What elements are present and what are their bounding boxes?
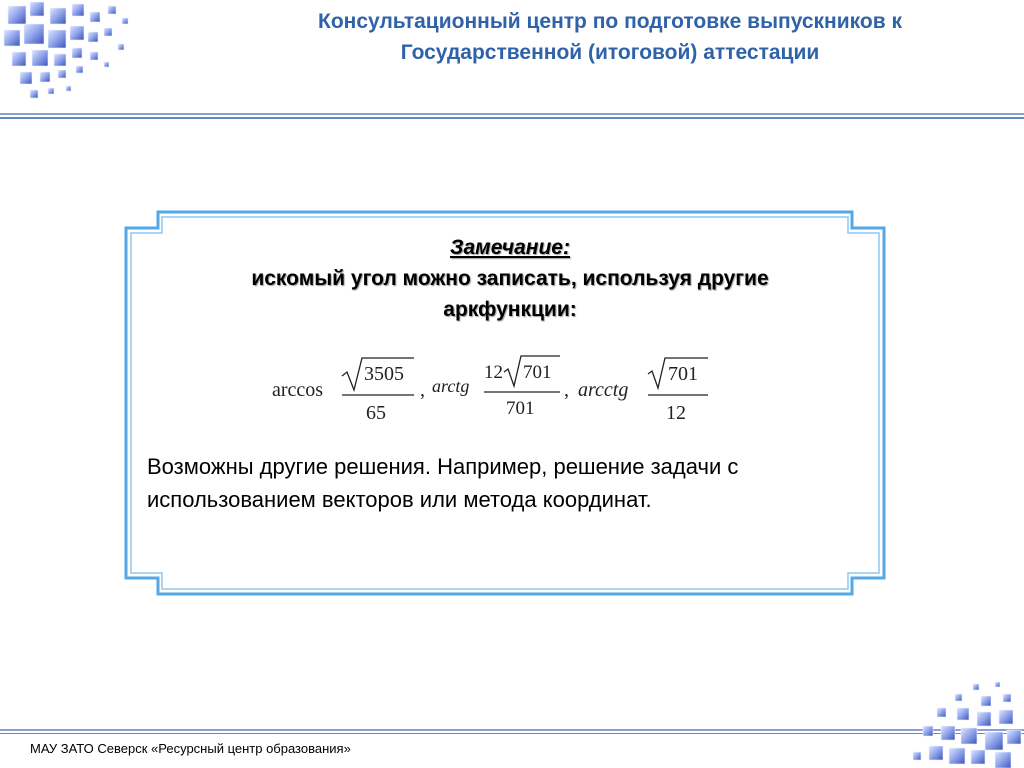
arctg-label: arctg [432,376,470,396]
decorative-cubes-bottom-right [905,680,1024,768]
arctg-radicand: 701 [523,362,552,383]
note-heading-block [200,232,820,325]
separator-1: , [420,379,425,401]
arcctg-denominator: 12 [666,402,686,424]
decorative-cubes-top-left [0,0,150,115]
alternative-solutions-text: Возможны другие решения. Например, решение задачи с использованием векторов или метода координат. [147,454,739,512]
header-rule [0,112,1024,122]
arcfunctions-formula [262,352,732,432]
page-title-line-2: Государственной (итоговой) аттестации [400,41,820,64]
note-heading: Замечание: [450,236,570,259]
page-title-line-1: Консультационный центр по подготовке выпускников к [318,10,902,33]
arctg-denominator: 701 [506,398,535,419]
footer-rule [0,728,1024,736]
note-line-1: искомый угол можно записать, используя другие [251,267,769,290]
arcctg-label: arcctg [578,379,629,401]
arccos-denominator: 65 [366,402,386,424]
arctg-coefficient: 12 [484,362,503,383]
arcctg-radicand: 701 [668,363,698,385]
arccos-label: arccos [272,379,324,401]
arccos-numerator: 3505 [364,363,404,385]
page-title [210,6,1010,68]
note-line-2: аркфункции: [443,298,577,321]
footer-organization: МАУ ЗАТО Северск «Ресурсный центр образования» [30,741,351,756]
separator-2: , [564,379,569,401]
